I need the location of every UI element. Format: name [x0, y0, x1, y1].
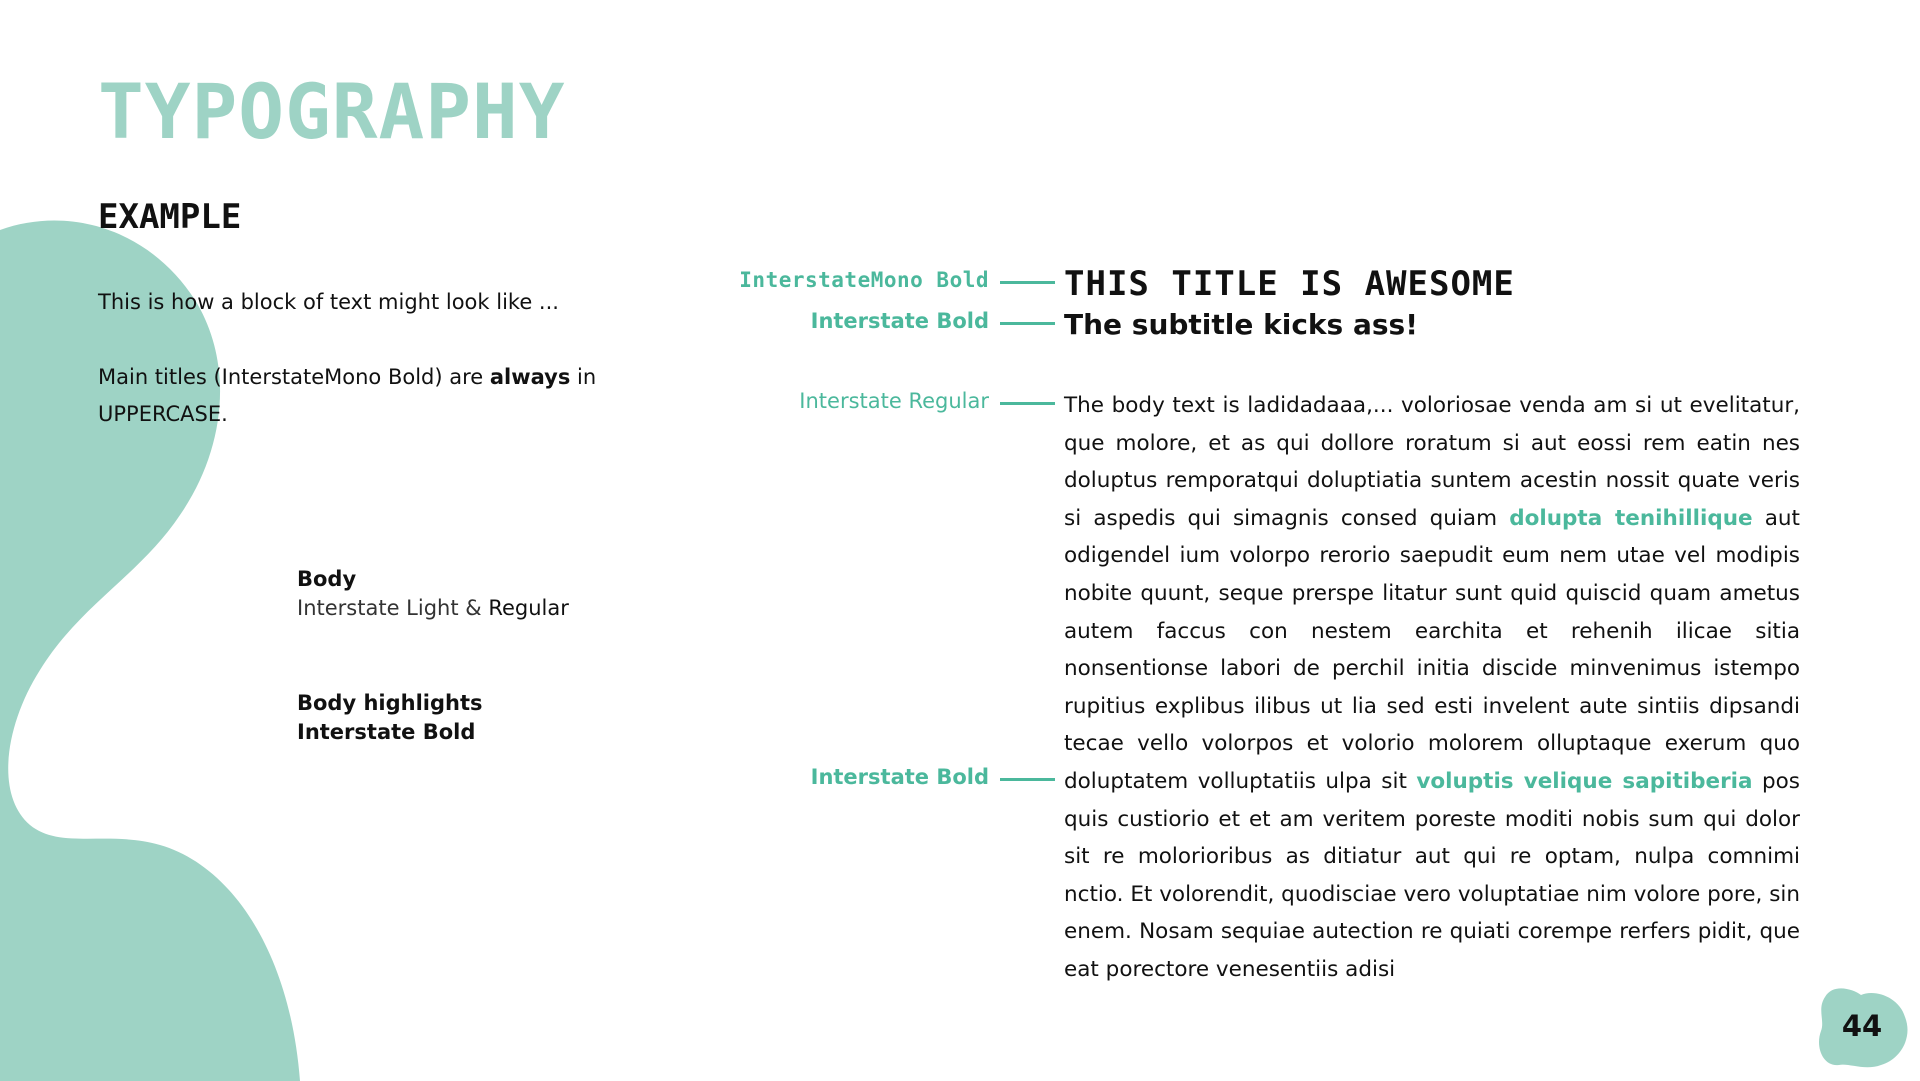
connector-line-highlight — [1000, 778, 1055, 781]
label-title-font: InterstateMono Bold — [739, 268, 989, 292]
sample-title: THIS TITLE IS AWESOME — [1064, 264, 1515, 304]
body-font-note-fonts — [297, 594, 569, 623]
body-text-part-1: The body text is ladidadaaa,... voloriosae venda am si ut evelitatur, que molore, et as qui dollore roratum si aut eossi rem eatin nes doluptus remporatqui doluptiatia suntem acestin nossit quate veris si aspedis qui simagnis consed quiam — [1064, 393, 1800, 531]
highlight-font-note-font: Interstate Bold — [297, 720, 476, 744]
intro-line-2-start: Main titles (InterstateMono Bold) are — [98, 365, 490, 389]
connector-line-body — [1000, 402, 1055, 405]
highlight-font-note-title: Body highlights — [297, 691, 483, 715]
label-body-font: Interstate Regular — [799, 389, 989, 413]
intro-line-2-emphasis: always — [489, 365, 571, 389]
body-font-note-title: Body — [297, 567, 357, 591]
section-heading: EXAMPLE — [98, 197, 242, 237]
intro-line-2-end: in UPPERCASE. — [98, 365, 597, 426]
highlight-font-note — [297, 689, 483, 747]
body-font-light: Interstate Light — [297, 596, 459, 620]
sample-body-text — [1064, 387, 1800, 989]
body-font-ampersand: & — [458, 596, 489, 620]
connector-line-title — [1000, 281, 1055, 284]
label-subtitle-font: Interstate Bold — [810, 309, 989, 333]
body-text-part-3: pos quis custiorio et et am veritem poreste moditi nobis sum qui dolor sit re molorioribus as ditiatur aut qui re optam, nulpa comnimi nctio. Et volorendit, quodisciae vero voluptatiae nim volore pore, sin enem. Nosam sequiae autection re quiati corempe rerfers pidit, que eat porectore venesentiis adisi — [1064, 768, 1801, 982]
body-font-note — [297, 565, 569, 623]
body-text-part-2: aut odigendel ium volorpo rerorio saepudit eum nem utae vel modipis nobite quunt, seque prerspe litatur sunt quid quiscid quam ametus autem faccus con nestem earchita et rehenih ilicae sitia nonsentionse labori de perchil initia discide minvenimus istempo rupitius explibus ilibus ut lia sed esti invelent aute sintiis dipsandi tecae vello volorpos et volorio molorem olluptaque exerum quo doluptatem volluptatiis ulpa sit — [1064, 505, 1800, 794]
body-highlight-2: voluptis velique sapitiberia — [1416, 768, 1753, 794]
label-highlight-font: Interstate Bold — [810, 765, 989, 789]
page-title: TYPOGRAPHY — [98, 67, 566, 156]
body-font-regular: Regular — [488, 596, 569, 620]
intro-text — [98, 284, 658, 433]
intro-line-2 — [98, 359, 658, 433]
intro-line-1: This is how a block of text might look like ... — [98, 290, 559, 314]
sample-subtitle: The subtitle kicks ass! — [1064, 308, 1418, 341]
connector-line-subtitle — [1000, 322, 1055, 325]
body-highlight-1: dolupta tenihillique — [1509, 505, 1753, 531]
page-number: 44 — [1841, 1009, 1883, 1043]
